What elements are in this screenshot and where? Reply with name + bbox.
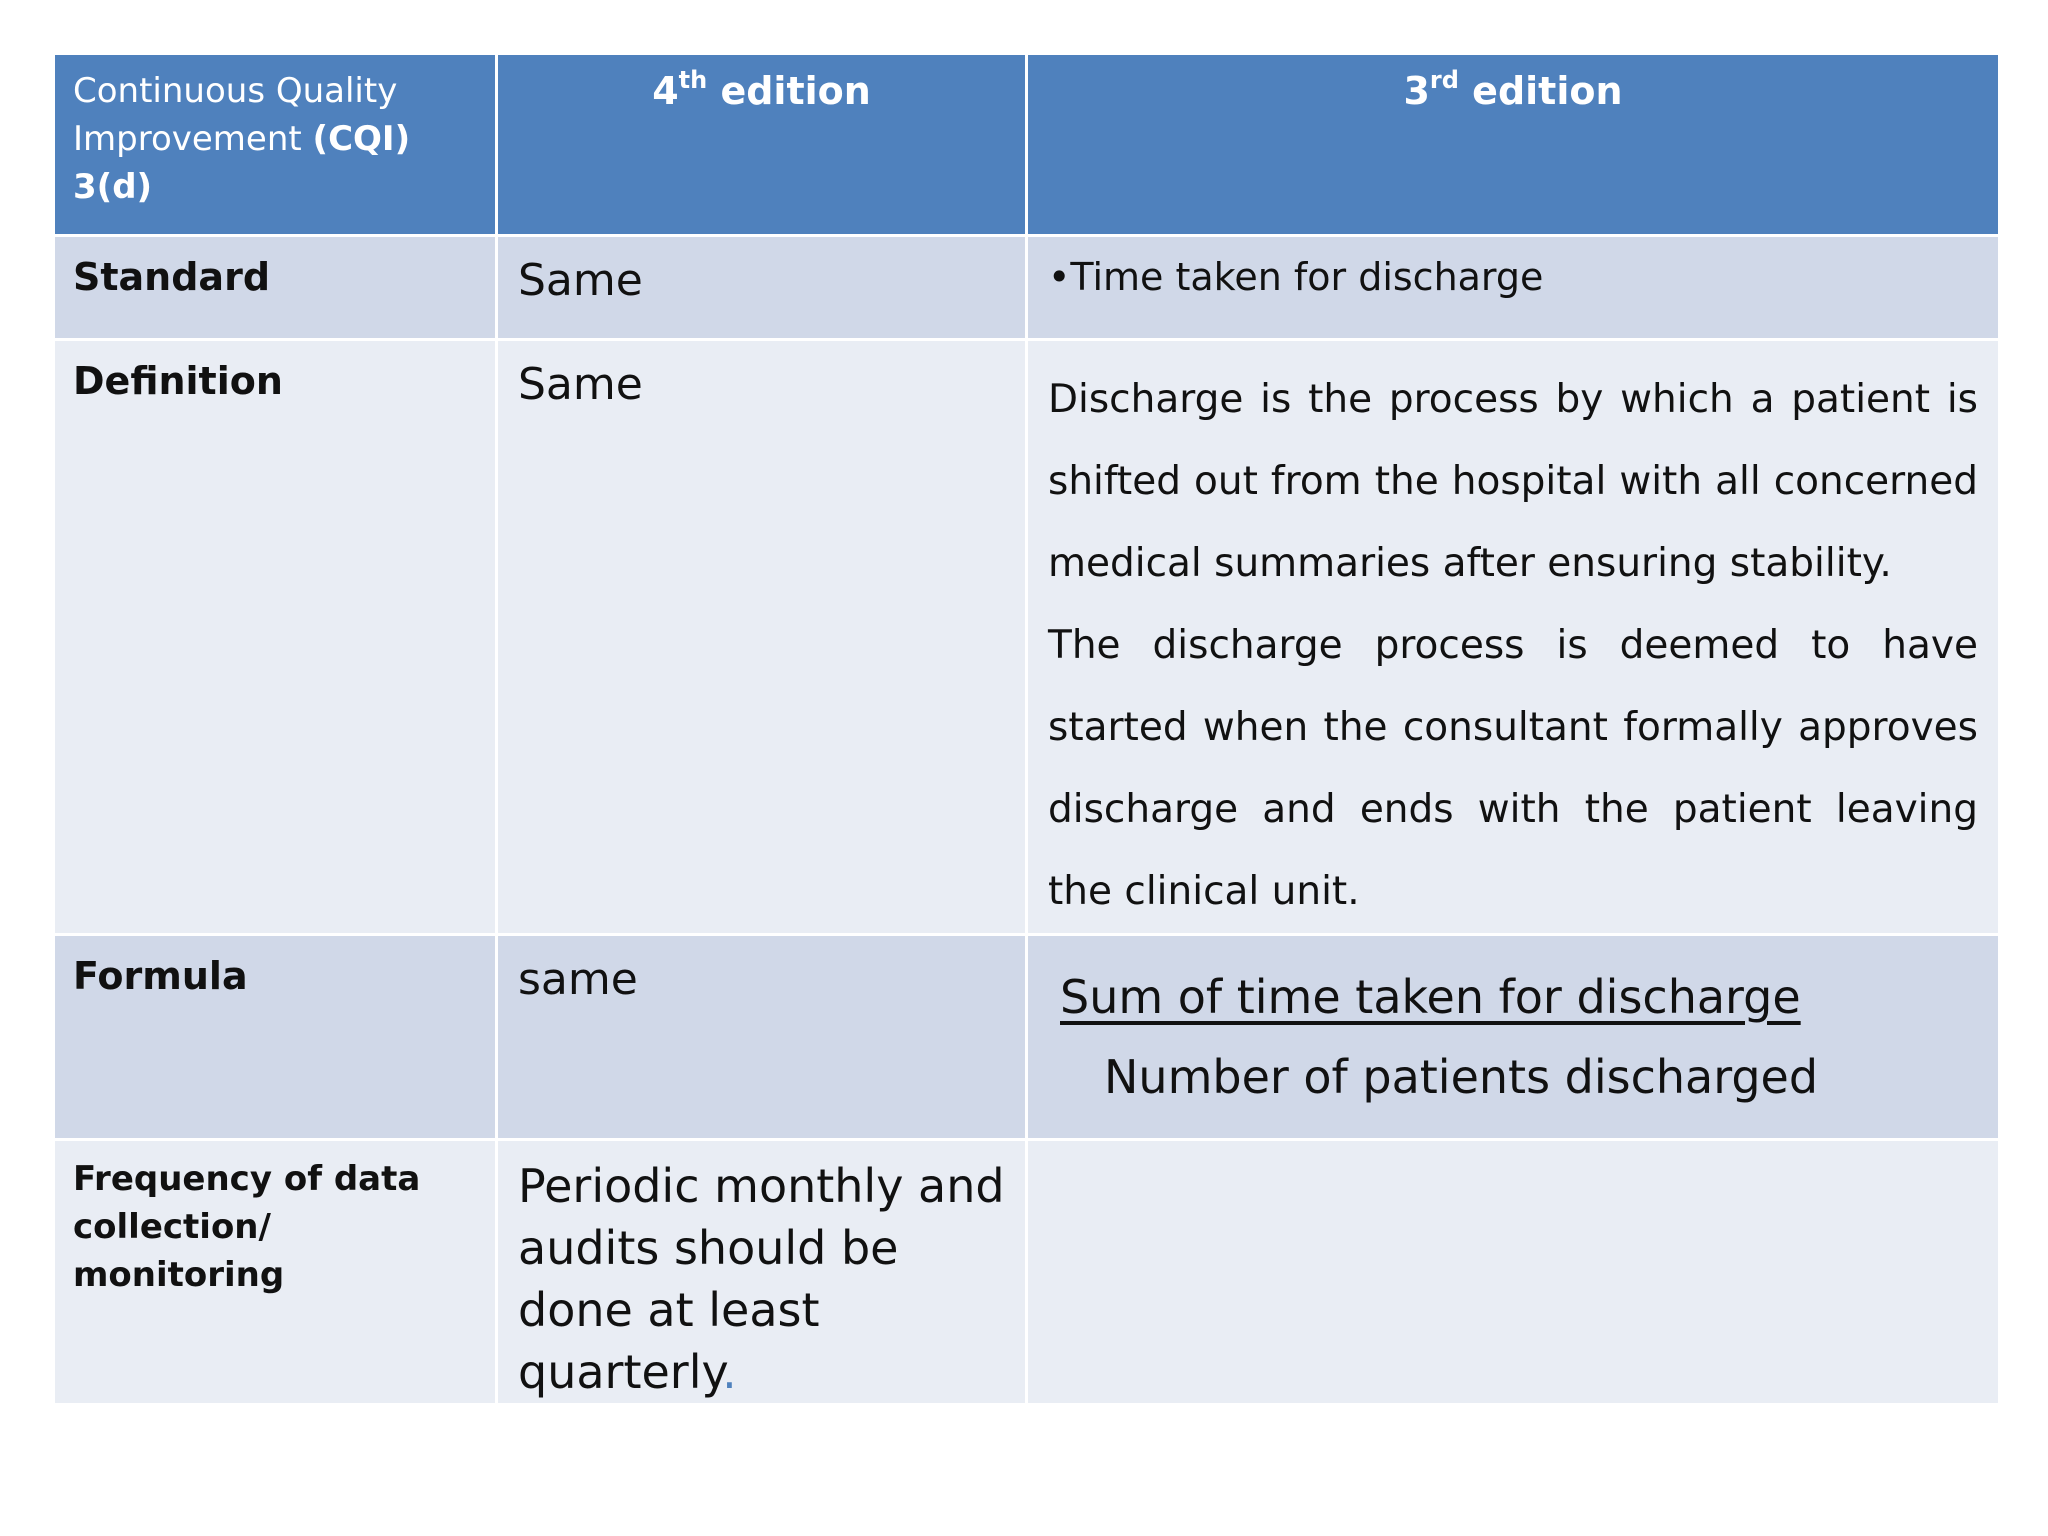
third-edition-suffix: rd	[1429, 66, 1459, 94]
frequency-third-edition	[1027, 1140, 2000, 1405]
third-edition-number: 3	[1403, 69, 1430, 113]
fourth-edition-number: 4	[652, 69, 679, 113]
standard-fourth-edition: Same	[497, 236, 1027, 340]
definition-paragraph-1: Discharge is the process by which a patient is shifted out from the hospital with all concerned medical summaries after ensuring stability.	[1048, 377, 1978, 586]
cqi-comparison-table	[52, 52, 2001, 1406]
frequency-fourth-edition	[497, 1140, 1027, 1405]
topic-header-cell	[54, 54, 497, 236]
table-row-frequency	[54, 1140, 2000, 1405]
third-edition-label: edition	[1458, 69, 1623, 113]
frequency-label: Frequency of data collection/ monitoring	[54, 1140, 497, 1405]
formula-denominator: Number of patients discharged	[1104, 1050, 1819, 1104]
formula-third-edition	[1027, 935, 2000, 1140]
formula-numerator: Sum of time taken for discharge	[1060, 970, 1801, 1024]
fourth-edition-header	[497, 54, 1027, 236]
table-row-definition	[54, 340, 2000, 935]
standard-label: Standard	[54, 236, 497, 340]
definition-label: Definition	[54, 340, 497, 935]
fourth-edition-suffix: th	[678, 66, 708, 94]
topic-prefix: Continuous Quality Improvement	[73, 71, 398, 159]
fourth-edition-label: edition	[707, 69, 871, 113]
formula-fourth-edition: same	[497, 935, 1027, 1140]
definition-fourth-edition: Same	[497, 340, 1027, 935]
table-header-row	[54, 54, 2000, 236]
standard-third-edition: •Time taken for discharge	[1027, 236, 2000, 340]
topic-code: (CQI) 3(d)	[73, 119, 411, 207]
third-edition-header	[1027, 54, 2000, 236]
frequency-period: .	[722, 1345, 737, 1399]
formula-label: Formula	[54, 935, 497, 1140]
table-row-formula	[54, 935, 2000, 1140]
frequency-text: Periodic monthly and audits should be done at least quarterly	[518, 1159, 1005, 1399]
table-row-standard	[54, 236, 2000, 340]
definition-third-edition	[1027, 340, 2000, 935]
definition-paragraph-2: The discharge process is deemed to have started when the consultant formally approves discharge and ends with the patient leaving the clinical unit.	[1048, 623, 1978, 914]
